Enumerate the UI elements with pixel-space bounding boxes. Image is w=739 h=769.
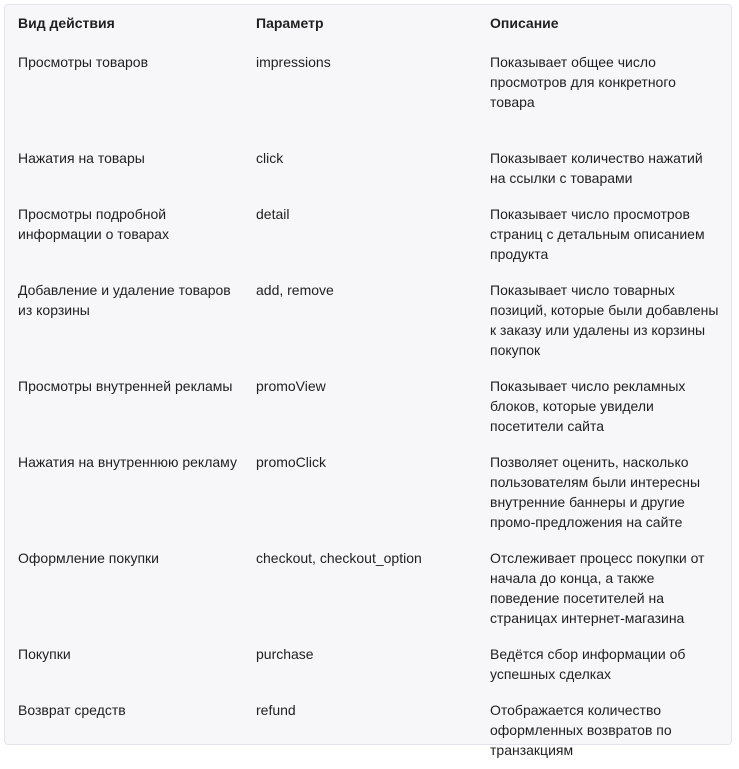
cell-parameter: promoView: [256, 378, 326, 394]
cell-parameter: checkout, checkout_option: [256, 550, 422, 566]
cell-action: Просмотры внутренней рекламы: [18, 378, 233, 394]
cell-description: Показывает число товарных позиций, которые были добавлены к заказу или удалены из корзины покупок: [490, 282, 719, 358]
table-row: [5, 197, 731, 273]
cell-action: Просмотры подробной информации о товарах: [18, 206, 169, 242]
cell-description: Отслеживает процесс покупки от начала до конца, а также поведение посетителей на страницах интернет-магазина: [490, 550, 705, 626]
cell-action: Просмотры товаров: [18, 54, 149, 70]
cell-action: Оформление покупки: [18, 550, 159, 566]
ecommerce-actions-table: [5, 5, 731, 769]
header-action-type: Вид действия: [18, 15, 115, 31]
cell-description: Позволяет оценить, насколько пользователям были интересны внутренние баннеры и другие промо-предложения на сайте: [490, 454, 701, 530]
cell-action: Добавление и удаление товаров из корзины: [18, 282, 231, 318]
cell-parameter: promoClick: [256, 454, 327, 470]
table-row: [5, 369, 731, 445]
cell-description: Показывает общее число просмотров для конкретного товара: [490, 54, 676, 110]
cell-description: Отображается количество оформленных возвратов по транзакциям: [490, 702, 672, 758]
table-row: [5, 45, 731, 141]
cell-parameter: add, remove: [256, 282, 334, 298]
cell-parameter: detail: [256, 206, 290, 222]
cell-action: Покупки: [18, 646, 71, 662]
cell-action: Нажатия на внутреннюю рекламу: [18, 454, 237, 470]
cell-parameter: impressions: [256, 54, 331, 70]
cell-action: Нажатия на товары: [18, 150, 145, 166]
table-row: [5, 693, 731, 769]
table-row: [5, 273, 731, 369]
cell-parameter: click: [256, 150, 284, 166]
cell-parameter: purchase: [256, 646, 314, 662]
cell-description: Ведётся сбор информации об успешных сделках: [490, 646, 686, 682]
table-row: [5, 541, 731, 637]
table-row: [5, 637, 731, 693]
header-description: Описание: [490, 15, 559, 31]
table-row: [5, 445, 731, 541]
cell-action: Возврат средств: [18, 702, 126, 718]
ecommerce-actions-table-container: [4, 4, 732, 758]
cell-parameter: refund: [256, 702, 296, 718]
cell-description: Показывает число просмотров страниц с детальным описанием продукта: [490, 206, 705, 262]
cell-description: Показывает количество нажатий на ссылки с товарами: [490, 150, 703, 186]
table-header-row: [5, 5, 731, 45]
table-row: [5, 141, 731, 197]
cell-description: Показывает число рекламных блоков, которые увидели посетители сайта: [490, 378, 686, 434]
header-parameter: Параметр: [256, 15, 324, 31]
